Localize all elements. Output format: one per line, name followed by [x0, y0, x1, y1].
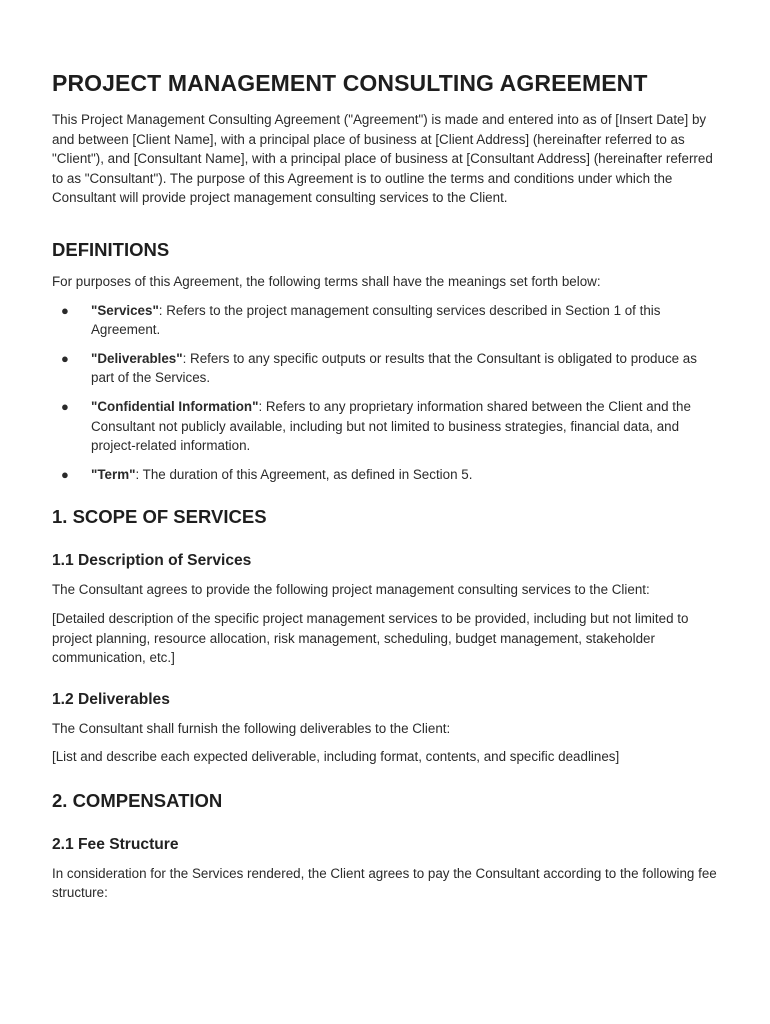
- definition-item: [52, 301, 718, 340]
- description-placeholder: [Detailed description of the specific project management services to be provided, including but not limited to project planning, resource allocation, risk management, scheduling, budget management, stakeholder communication, etc.]: [52, 610, 689, 666]
- description-heading: 1.1 Description of Services: [52, 552, 252, 570]
- deliverables-heading: 1.2 Deliverables: [52, 690, 170, 708]
- definition-text: : Refers to the project management consulting services described in Section 1 of this Agreement.: [91, 302, 661, 338]
- bullet-icon: ●: [61, 466, 69, 482]
- definition-term: "Services": [91, 302, 159, 318]
- compensation-heading: 2. COMPENSATION: [52, 789, 223, 811]
- definition-item: [52, 397, 718, 456]
- definitions-list: [52, 301, 718, 485]
- deliverables-placeholder: [List and describe each expected deliverable, including format, contents, and specific deadlines]: [52, 749, 620, 765]
- definition-term: "Deliverables": [91, 350, 183, 366]
- definition-item: [52, 465, 718, 485]
- definitions-heading: DEFINITIONS: [52, 238, 170, 260]
- definitions-lead: For purposes of this Agreement, the following terms shall have the meanings set forth below:: [52, 273, 601, 289]
- definition-item: [52, 349, 718, 388]
- description-lead: The Consultant agrees to provide the following project management consulting services to the Client:: [52, 582, 650, 598]
- intro-paragraph: This Project Management Consulting Agreement ("Agreement") is made and entered into as of [Insert Date] by and between [Client Name], with a principal place of business at [Client Address] (hereinafter referred to as "Client"), and [Consultant Name], with a principal place of business at [Consultant Address] (hereinafter referred to as "Consultant"). The purpose of this Agreement is to outline the terms and conditions under which the Consultant will provide project management consulting services to the Client.: [52, 112, 713, 206]
- definition-text: : Refers to any proprietary information shared between the Client and the Consultant not publicly available, including but not limited to business strategies, financial data, and project-related information.: [91, 398, 691, 454]
- definition-term: "Term": [91, 466, 136, 482]
- scope-heading: 1. SCOPE OF SERVICES: [52, 506, 267, 528]
- bullet-icon: ●: [61, 302, 69, 318]
- definition-text: : Refers to any specific outputs or results that the Consultant is obligated to produce as part of the Services.: [91, 350, 697, 386]
- fee-structure-heading: 2.1 Fee Structure: [52, 835, 179, 853]
- deliverables-lead: The Consultant shall furnish the following deliverables to the Client:: [52, 720, 451, 736]
- definition-text: : The duration of this Agreement, as defined in Section 5.: [135, 466, 473, 482]
- definition-term: "Confidential Information": [91, 398, 259, 414]
- document-title: PROJECT MANAGEMENT CONSULTING AGREEMENT: [52, 70, 648, 96]
- bullet-icon: ●: [61, 350, 69, 366]
- fee-structure-lead: In consideration for the Services rendered, the Client agrees to pay the Consultant according to the following fee structure:: [52, 865, 717, 901]
- document-body: [52, 110, 718, 903]
- bullet-icon: ●: [61, 398, 69, 414]
